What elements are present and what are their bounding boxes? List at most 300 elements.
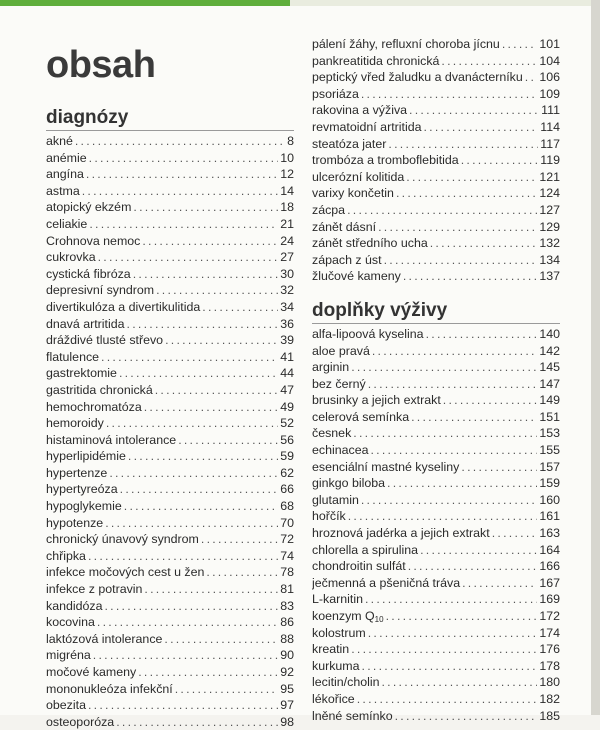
toc-entry[interactable] (46, 714, 294, 730)
toc-entry-term: gastritida chronická (46, 382, 153, 397)
toc-entry-page-number: 160 (539, 492, 560, 507)
toc-entry[interactable] (312, 542, 560, 559)
dot-leader (105, 598, 279, 615)
toc-entry[interactable] (312, 152, 560, 169)
dot-leader (128, 448, 278, 465)
toc-entry[interactable] (312, 608, 560, 625)
toc-entry-term: varixy končetin (312, 186, 394, 201)
toc-entry-term: hypertenze (46, 465, 108, 480)
dot-leader (388, 136, 538, 153)
dot-leader (155, 382, 278, 399)
dot-leader (347, 202, 537, 219)
toc-entry-page-number: 62 (280, 465, 294, 480)
toc-entry[interactable] (46, 399, 294, 416)
dot-leader (88, 697, 278, 714)
toc-entry-term: steatóza jater (312, 136, 387, 151)
toc-entry-page-number: 88 (280, 631, 294, 646)
toc-entry-page-number: 47 (280, 382, 294, 397)
toc-entry-page-number: 97 (280, 698, 294, 713)
dot-leader (133, 199, 278, 216)
toc-entry-term: bez černý (312, 376, 366, 391)
toc-entry-page-number: 172 (539, 609, 560, 623)
toc-entry-page-number: 74 (280, 548, 294, 563)
toc-entry[interactable] (312, 326, 560, 343)
page-title: obsah (46, 44, 156, 86)
toc-entry[interactable] (312, 658, 560, 675)
dot-leader (426, 326, 538, 343)
toc-entry[interactable] (46, 282, 294, 299)
toc-entry[interactable] (46, 233, 294, 250)
dot-leader (408, 558, 538, 575)
toc-entry[interactable] (46, 681, 294, 698)
toc-entry-page-number: 178 (539, 658, 560, 673)
toc-list-diagnozy-continued (312, 36, 560, 285)
toc-entry[interactable] (46, 166, 294, 183)
dot-leader (206, 564, 278, 581)
toc-entry[interactable] (312, 268, 560, 285)
toc-entry[interactable] (312, 169, 560, 186)
toc-entry-page-number: 137 (539, 269, 560, 284)
toc-entry-term: brusinky a jejich extrakt (312, 393, 441, 408)
dot-leader (396, 185, 537, 202)
toc-entry[interactable] (312, 119, 560, 136)
dot-leader (88, 548, 278, 565)
toc-entry-term: chřipka (46, 548, 86, 563)
toc-entry-page-number: 12 (280, 167, 294, 182)
dot-leader (443, 392, 538, 409)
toc-entry-term: depresivní syndrom (46, 283, 155, 298)
toc-entry-term: ginkgo biloba (312, 476, 386, 491)
toc-entry[interactable] (46, 548, 294, 565)
section-title-diagnozy: diagnózy (46, 106, 294, 131)
toc-entry-term: kocovina (46, 615, 95, 630)
toc-entry[interactable] (312, 525, 560, 542)
toc-entry-page-number: 44 (280, 366, 294, 381)
toc-entry-term: Crohnova nemoc (46, 233, 141, 248)
toc-entry-term: chronický únavový syndrom (46, 532, 199, 547)
toc-entry-page-number: 140 (539, 326, 560, 341)
toc-entry[interactable] (46, 365, 294, 382)
toc-entry[interactable] (46, 598, 294, 615)
toc-entry[interactable] (46, 133, 294, 150)
toc-entry-page-number: 151 (539, 409, 560, 424)
toc-entry-term: dráždivé tlusté střevo (46, 333, 164, 348)
toc-entry-page-number: 39 (280, 333, 294, 348)
toc-entry-term: alfa-lipoová kyselina (312, 326, 424, 341)
toc-entry-term: kolostrum (312, 625, 366, 640)
dot-leader (403, 268, 537, 285)
dot-leader (378, 219, 537, 236)
dot-leader (105, 515, 278, 532)
toc-entry[interactable] (46, 415, 294, 432)
dot-leader (492, 525, 538, 542)
toc-entry-term: astma (46, 183, 80, 198)
toc-entry-page-number: 167 (539, 575, 560, 590)
dot-leader (101, 349, 278, 366)
toc-entry[interactable] (312, 558, 560, 575)
toc-entry[interactable] (46, 515, 294, 532)
toc-entry-term: cystická fibróza (46, 266, 131, 281)
toc-entry-term: echinacea (312, 443, 369, 458)
toc-entry-page-number: 153 (539, 426, 560, 441)
dot-leader (86, 166, 278, 183)
toc-entry-term: česnek (312, 426, 352, 441)
toc-entry-page-number: 149 (539, 393, 560, 408)
dot-leader (89, 150, 279, 167)
toc-entry-page-number: 90 (280, 648, 294, 663)
toc-entry-term: kurkuma (312, 658, 360, 673)
toc-entry-term: glutamin (312, 492, 359, 507)
toc-entry-term: histaminová intolerance (46, 432, 177, 447)
dot-leader (201, 531, 278, 548)
toc-entry-page-number: 66 (280, 482, 294, 497)
toc-entry-term: lékořice (312, 691, 355, 706)
toc-entry-page-number: 49 (280, 399, 294, 414)
toc-entry[interactable] (312, 508, 560, 525)
dot-leader (165, 332, 278, 349)
toc-entry[interactable] (312, 359, 560, 376)
toc-entry-term: laktózová intolerance (46, 631, 163, 646)
toc-entry-term: močové kameny (46, 665, 137, 679)
toc-entry[interactable] (312, 591, 560, 608)
toc-entry-page-number: 32 (280, 283, 294, 298)
dot-leader (133, 266, 279, 283)
toc-entry-page-number: 10 (280, 150, 294, 165)
dot-leader (395, 708, 538, 725)
toc-entry[interactable] (46, 481, 294, 498)
toc-entry-term: atopický ekzém (46, 200, 132, 215)
toc-entry-page-number: 180 (539, 675, 560, 690)
toc-entry[interactable] (46, 199, 294, 216)
toc-entry[interactable] (312, 376, 560, 393)
toc-entry-page-number: 119 (540, 153, 560, 168)
dot-leader (144, 581, 278, 598)
toc-entry[interactable] (312, 475, 560, 492)
dot-leader (353, 425, 537, 442)
toc-entry-term: lněné semínko (312, 708, 393, 723)
toc-entry-term: cukrovka (46, 250, 96, 265)
toc-entry-term: koenzym $Q_{10}$ (312, 609, 384, 624)
toc-entry[interactable] (312, 252, 560, 269)
toc-entry-page-number: 18 (280, 200, 294, 215)
toc-entry-page-number: 81 (280, 582, 294, 597)
toc-entry-term: trombóza a tromboflebitida (312, 153, 459, 168)
toc-entry-term: obezita (46, 698, 86, 713)
dot-leader (119, 365, 278, 382)
toc-entry-term: infekce z potravin (46, 582, 143, 597)
toc-entry[interactable] (46, 647, 294, 664)
toc-entry-term: osteoporóza (46, 714, 115, 729)
toc-entry-page-number: 101 (539, 37, 560, 51)
toc-entry-page-number: 134 (539, 252, 560, 267)
toc-entry-term: ulcerózní kolitida (312, 169, 405, 184)
toc-entry[interactable] (312, 202, 560, 219)
dot-leader (178, 432, 278, 449)
toc-entry-page-number: 24 (280, 233, 294, 248)
toc-entry-term: aloe pravá (312, 343, 370, 358)
toc-entry-term: mononukleóza infekční (46, 681, 173, 696)
dot-leader (124, 498, 278, 515)
toc-entry[interactable] (312, 708, 560, 725)
toc-entry-term: divertikulóza a divertikulitida (46, 299, 201, 314)
toc-entry-page-number: 14 (280, 183, 294, 198)
toc-entry-page-number: 8 (287, 134, 294, 148)
toc-entry-page-number: 159 (539, 476, 560, 491)
dot-leader (361, 86, 537, 103)
dot-leader (348, 508, 538, 525)
toc-entry-page-number: 72 (280, 532, 294, 547)
toc-entry-term: lecitin/cholin (312, 675, 380, 690)
toc-entry-page-number: 121 (539, 169, 560, 184)
toc-entry-page-number: 30 (280, 266, 294, 281)
toc-entry-term: hypoglykemie (46, 499, 122, 514)
toc-entry-page-number: 86 (280, 615, 294, 630)
toc-entry-page-number: 98 (280, 714, 294, 729)
dot-leader (202, 299, 278, 316)
toc-entry-term: hypertyreóza (46, 482, 118, 497)
dot-leader (424, 119, 539, 136)
toc-entry-page-number: 185 (539, 708, 560, 723)
dot-leader (461, 459, 537, 476)
toc-entry[interactable] (312, 625, 560, 642)
toc-entry[interactable] (312, 409, 560, 426)
toc-entry[interactable] (46, 614, 294, 631)
toc-entry[interactable] (312, 492, 560, 509)
toc-entry-page-number: 106 (539, 70, 560, 85)
toc-entry-term: hroznová jadérka a jejich extrakt (312, 526, 490, 541)
dot-leader (75, 133, 285, 150)
dot-leader (430, 235, 538, 252)
toc-entry-term: akné (46, 134, 73, 148)
toc-entry-page-number: 114 (540, 119, 560, 134)
toc-entry-page-number: 163 (539, 526, 560, 541)
dot-leader (362, 658, 538, 675)
toc-entry-page-number: 78 (280, 565, 294, 580)
toc-entry-term: peptický vřed žaludku a dvanácterníku (312, 70, 523, 85)
dot-leader (384, 252, 538, 269)
toc-entry[interactable] (312, 641, 560, 658)
toc-entry[interactable] (312, 691, 560, 708)
dot-leader (368, 376, 538, 393)
toc-entry[interactable] (312, 86, 560, 103)
toc-entry-term: flatulence (46, 349, 100, 364)
dot-leader (386, 608, 538, 625)
toc-entry-term: esenciální mastné kyseliny (312, 459, 460, 474)
toc-entry[interactable] (46, 266, 294, 283)
toc-entry-page-number: 155 (539, 443, 560, 458)
toc-entry-term: hypotenze (46, 515, 104, 530)
dot-leader (142, 233, 278, 250)
toc-entry[interactable] (46, 216, 294, 233)
toc-entry-term: revmatoidní artritida (312, 119, 422, 134)
dot-leader (89, 216, 278, 233)
dot-leader (387, 475, 537, 492)
toc-entry-term: kandidóza (46, 598, 103, 613)
toc-entry-term: chlorella a spirulina (312, 542, 419, 557)
toc-entry-term: zánět středního ucha (312, 236, 428, 251)
toc-entry-term: ječmenná a pšeničná tráva (312, 575, 461, 590)
toc-entry-page-number: 41 (280, 349, 294, 364)
section-title-doplnky-vyzivy: doplňky výživy (312, 299, 560, 324)
toc-entry[interactable] (46, 349, 294, 366)
toc-list-diagnozy (46, 133, 294, 730)
toc-list-doplnky-vyzivy (312, 326, 560, 724)
dot-leader (371, 442, 538, 459)
toc-entry-page-number: 176 (539, 642, 560, 657)
dot-leader (420, 542, 537, 559)
toc-entry-page-number: 147 (539, 376, 560, 391)
toc-entry[interactable] (46, 183, 294, 200)
toc-entry[interactable] (46, 664, 294, 681)
toc-entry-page-number: 52 (280, 416, 294, 431)
toc-entry-page-number: 164 (539, 542, 560, 557)
toc-entry[interactable] (46, 531, 294, 548)
dot-leader (361, 492, 537, 509)
toc-entry-page-number: 59 (280, 449, 294, 464)
toc-entry[interactable] (312, 69, 560, 86)
toc-entry-term: hemoroidy (46, 416, 104, 431)
toc-entry-term: hemochromatóza (46, 399, 142, 414)
toc-entry-term: psoriáza (312, 86, 359, 101)
toc-entry-page-number: 109 (539, 86, 560, 101)
toc-entry-page-number: 161 (539, 509, 560, 524)
dot-leader (525, 69, 538, 86)
toc-entry[interactable] (312, 459, 560, 476)
toc-entry-term: gastrektomie (46, 366, 117, 381)
toc-entry[interactable] (46, 465, 294, 482)
toc-entry[interactable] (46, 564, 294, 581)
toc-entry-page-number: 182 (539, 691, 560, 706)
toc-entry-page-number: 83 (280, 598, 294, 613)
toc-entry-page-number: 117 (540, 136, 560, 151)
dot-leader (127, 316, 279, 333)
dot-leader (116, 714, 278, 730)
toc-entry-term: pálení žáhy, refluxní choroba jícnu (312, 37, 500, 51)
dot-leader (120, 481, 279, 498)
toc-entry-term: angína (46, 167, 84, 182)
dot-leader (109, 465, 278, 482)
toc-entry-term: infekce močových cest u žen (46, 565, 205, 580)
toc-entry[interactable] (312, 102, 560, 119)
dot-leader (82, 183, 278, 200)
toc-entry-term: zápach z úst (312, 252, 382, 267)
toc-entry-page-number: 111 (541, 103, 560, 118)
toc-entry-term: rakovina a výživa (312, 103, 408, 118)
dot-leader (175, 681, 278, 698)
toc-entry-page-number: 21 (280, 216, 294, 231)
toc-entry[interactable] (46, 631, 294, 648)
toc-entry-page-number: 104 (539, 53, 560, 68)
toc-entry-page-number: 174 (539, 625, 560, 640)
dot-leader (411, 409, 537, 426)
toc-entry-page-number: 157 (539, 459, 560, 474)
toc-entry-term: anémie (46, 150, 87, 165)
toc-entry-term: pankreatitida chronická (312, 53, 440, 68)
toc-entry[interactable] (46, 150, 294, 167)
toc-entry-page-number: 142 (539, 343, 560, 358)
toc-entry-page-number: 169 (539, 592, 560, 607)
toc-entry-term: L-karnitin (312, 592, 363, 607)
toc-entry-page-number: 132 (539, 236, 560, 251)
toc-entry-term: dnavá artritida (46, 316, 125, 331)
toc-entry[interactable] (312, 575, 560, 592)
toc-entry[interactable] (46, 382, 294, 399)
dot-leader (164, 631, 278, 648)
dot-leader (351, 641, 537, 658)
toc-entry-term: zácpa (312, 202, 346, 217)
toc-entry-page-number: 127 (539, 202, 560, 217)
dot-leader (409, 102, 539, 119)
dot-leader (351, 359, 537, 376)
dot-leader (502, 36, 538, 53)
toc-entry-page-number: 129 (539, 219, 560, 234)
dot-leader (461, 152, 539, 169)
toc-entry[interactable] (312, 235, 560, 252)
toc-entry[interactable] (312, 343, 560, 360)
toc-entry-term: celerová semínka (312, 409, 410, 424)
dot-leader (406, 169, 537, 186)
toc-entry[interactable] (46, 581, 294, 598)
toc-entry-term: migréna (46, 648, 91, 663)
toc-entry-term: arginin (312, 360, 350, 375)
toc-entry[interactable] (312, 53, 560, 70)
toc-entry-page-number: 124 (539, 186, 560, 201)
toc-entry[interactable] (46, 316, 294, 333)
toc-entry[interactable] (46, 299, 294, 316)
toc-entry[interactable] (46, 697, 294, 714)
toc-entry-page-number: 92 (280, 665, 294, 679)
dot-leader (365, 591, 537, 608)
toc-entry[interactable] (46, 448, 294, 465)
section-spacer (312, 285, 560, 299)
toc-entry-term: žlučové kameny (312, 269, 401, 284)
dot-leader (138, 664, 278, 681)
toc-column-left (46, 106, 294, 730)
toc-entry[interactable] (46, 249, 294, 266)
toc-entry[interactable] (46, 432, 294, 449)
dot-leader (93, 647, 278, 664)
toc-entry-page-number: 36 (280, 316, 294, 331)
toc-entry-term: celiakie (46, 216, 88, 231)
dot-leader (357, 691, 538, 708)
book-spine (591, 0, 600, 715)
toc-entry-page-number: 68 (280, 499, 294, 514)
dot-leader (144, 399, 278, 416)
toc-entry[interactable] (312, 185, 560, 202)
toc-entry[interactable] (312, 442, 560, 459)
dot-leader (156, 282, 278, 299)
toc-entry[interactable] (312, 136, 560, 153)
toc-entry-page-number: 166 (539, 559, 560, 574)
dot-leader (372, 343, 537, 360)
toc-entry-term: chondroitin sulfát (312, 559, 406, 574)
toc-entry[interactable] (46, 332, 294, 349)
toc-entry[interactable] (46, 498, 294, 515)
toc-entry-term: hořčík (312, 509, 346, 524)
toc-entry-page-number: 56 (280, 432, 294, 447)
toc-entry[interactable] (312, 36, 560, 53)
toc-entry-page-number: 95 (280, 681, 294, 696)
toc-column-right (312, 36, 560, 724)
toc-entry-term: hyperlipidémie (46, 449, 126, 464)
toc-entry[interactable] (312, 674, 560, 691)
toc-entry[interactable] (312, 219, 560, 236)
toc-entry[interactable] (312, 392, 560, 409)
dot-leader (462, 575, 537, 592)
toc-entry[interactable] (312, 425, 560, 442)
dot-leader (106, 415, 278, 432)
toc-entry-page-number: 145 (539, 360, 560, 375)
